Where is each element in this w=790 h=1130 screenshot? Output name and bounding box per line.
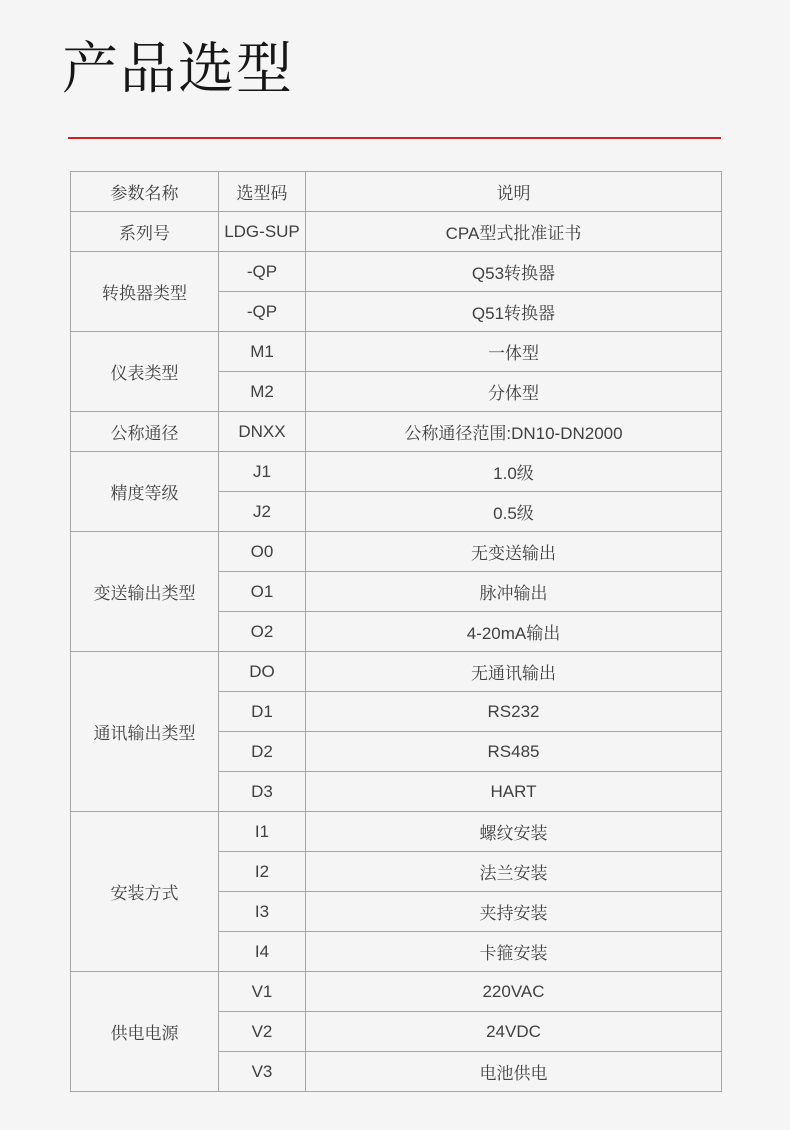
code-cell: V2 <box>219 1012 306 1052</box>
code-cell: V1 <box>219 972 306 1012</box>
desc-cell: HART <box>306 772 722 812</box>
table-row <box>71 652 722 692</box>
code-cell: I1 <box>219 812 306 852</box>
param-name-cell: 系列号 <box>71 212 219 252</box>
code-cell: V3 <box>219 1052 306 1092</box>
desc-cell: 电池供电 <box>306 1052 722 1092</box>
desc-cell: 0.5级 <box>306 492 722 532</box>
code-cell: M1 <box>219 332 306 372</box>
desc-cell: 螺纹安装 <box>306 812 722 852</box>
desc-cell: 脉冲输出 <box>306 572 722 612</box>
column-header-selection-code: 选型码 <box>219 172 306 212</box>
code-cell: D1 <box>219 692 306 732</box>
code-cell: J2 <box>219 492 306 532</box>
table-row <box>71 812 722 852</box>
code-cell: DO <box>219 652 306 692</box>
code-cell: O1 <box>219 572 306 612</box>
code-cell: J1 <box>219 452 306 492</box>
code-cell: I4 <box>219 932 306 972</box>
page-title: 产品选型 <box>62 37 294 100</box>
param-name-cell: 精度等级 <box>71 452 219 532</box>
desc-cell: 一体型 <box>306 332 722 372</box>
desc-cell: 4-20mA输出 <box>306 612 722 652</box>
desc-cell: 卡箍安装 <box>306 932 722 972</box>
table-row <box>71 452 722 492</box>
desc-cell: Q51转换器 <box>306 292 722 332</box>
desc-cell: 无通讯输出 <box>306 652 722 692</box>
desc-cell: 夹持安装 <box>306 892 722 932</box>
table-row <box>71 532 722 572</box>
desc-cell: 法兰安装 <box>306 852 722 892</box>
table-row <box>71 972 722 1012</box>
param-name-cell: 转换器类型 <box>71 252 219 332</box>
table-row <box>71 252 722 292</box>
code-cell: O0 <box>219 532 306 572</box>
product-selection-table-container <box>70 171 721 1092</box>
title-underline-divider <box>68 137 721 139</box>
table-row <box>71 412 722 452</box>
code-cell: LDG-SUP <box>219 212 306 252</box>
table-row <box>71 332 722 372</box>
desc-cell: RS232 <box>306 692 722 732</box>
desc-cell: 24VDC <box>306 1012 722 1052</box>
code-cell: I3 <box>219 892 306 932</box>
param-name-cell: 安装方式 <box>71 812 219 972</box>
desc-cell: CPA型式批准证书 <box>306 212 722 252</box>
desc-cell: 分体型 <box>306 372 722 412</box>
code-cell: -QP <box>219 292 306 332</box>
desc-cell: 无变送输出 <box>306 532 722 572</box>
code-cell: I2 <box>219 852 306 892</box>
desc-cell: 公称通径范围:DN10-DN2000 <box>306 412 722 452</box>
code-cell: O2 <box>219 612 306 652</box>
selection-table-body <box>71 212 722 1092</box>
param-name-cell: 公称通径 <box>71 412 219 452</box>
desc-cell: RS485 <box>306 732 722 772</box>
param-name-cell: 通讯输出类型 <box>71 652 219 812</box>
column-header-description: 说明 <box>306 172 722 212</box>
desc-cell: 1.0级 <box>306 452 722 492</box>
desc-cell: Q53转换器 <box>306 252 722 292</box>
table-row <box>71 212 722 252</box>
param-name-cell: 供电电源 <box>71 972 219 1092</box>
code-cell: -QP <box>219 252 306 292</box>
table-header-row <box>71 172 722 212</box>
desc-cell: 220VAC <box>306 972 722 1012</box>
code-cell: M2 <box>219 372 306 412</box>
code-cell: D3 <box>219 772 306 812</box>
param-name-cell: 仪表类型 <box>71 332 219 412</box>
product-selection-table <box>70 171 722 1092</box>
code-cell: D2 <box>219 732 306 772</box>
code-cell: DNXX <box>219 412 306 452</box>
column-header-parameter-name: 参数名称 <box>71 172 219 212</box>
param-name-cell: 变送输出类型 <box>71 532 219 652</box>
